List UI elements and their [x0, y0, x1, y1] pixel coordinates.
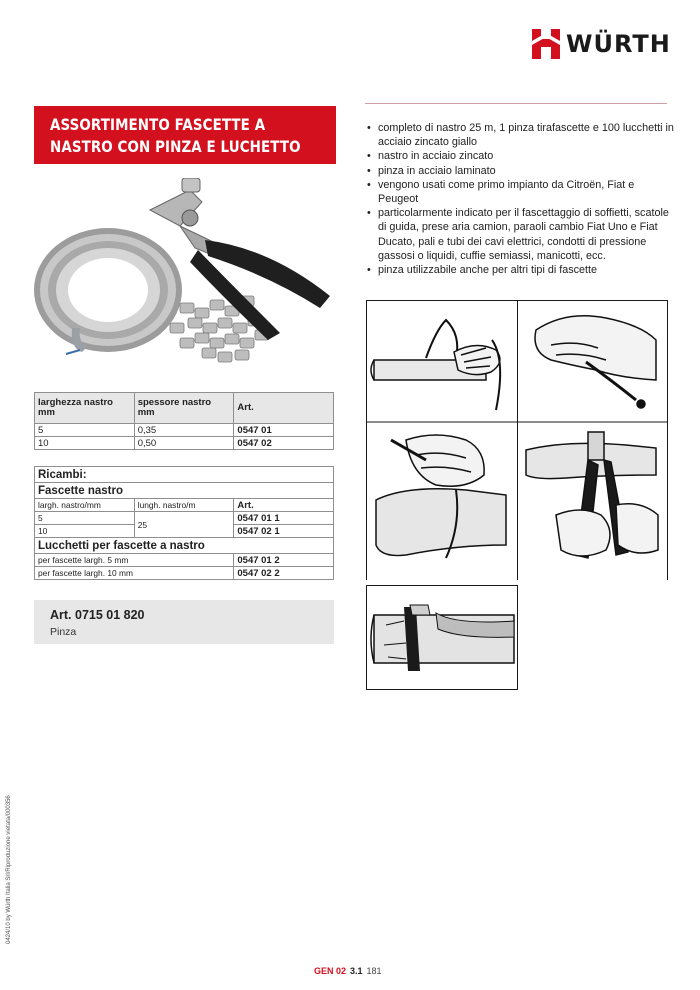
column-header: largh. nastro/mm: [35, 499, 135, 512]
column-header: Art.: [234, 393, 334, 424]
feature-item: • vengono usati come primo impianto da Citroën, Fiat e Peugeot: [366, 178, 676, 206]
side-reference-code: 0424/10 by Würth Italia Srl/Riproduzione vietata/000356: [6, 795, 12, 944]
feature-item: • completo di nastro 25 m, 1 pinza tirafascette e 100 lucchetti in acciaio zincato giallo: [366, 121, 676, 149]
article-number: 0547 02: [234, 437, 334, 450]
spares-title: Ricambi:: [35, 467, 334, 483]
wurth-logo: [532, 26, 671, 62]
column-header: larghezza nastro mm: [35, 393, 135, 424]
article-table-header: [35, 393, 334, 424]
footer-section: GEN 02: [314, 966, 347, 976]
column-header: lungh. nastro/m: [134, 499, 234, 512]
illustration-pliers-on-pipe: [526, 432, 658, 558]
spares-table: [34, 466, 334, 580]
table-cell: 10: [35, 437, 135, 450]
product-photo: [30, 178, 335, 378]
band-length: 25: [134, 512, 234, 538]
bands-title-row: [35, 483, 334, 499]
feature-item: • particolarmente indicato per il fascettaggio di soffietti, scatole di guida, prese aria camion, paraoli cambio Fiat Uno e Fiat Ducato, pali e tubi dei cavi elettrici, condotti di pressione gassosi o liquidi, cuffie semiassi, manicotti, ecc.: [366, 206, 676, 263]
table-row: [35, 512, 334, 525]
product-title-line-1: ASSORTIMENTO FASCETTE A: [50, 115, 266, 134]
header-rule: [365, 103, 667, 104]
column-header: spessore nastro mm: [134, 393, 234, 424]
article-table: [34, 392, 334, 450]
article-number: 0547 01 1: [234, 512, 334, 525]
page-number: 181: [366, 966, 382, 976]
article-number: 0547 01 2: [234, 554, 334, 567]
table-cell: 0,50: [134, 437, 234, 450]
table-row: [35, 424, 334, 437]
illustration-band-wrap: [371, 320, 500, 410]
usage-illustrations: [366, 300, 668, 580]
table-row: [35, 554, 334, 567]
table-cell: per fascette largh. 5 mm: [35, 554, 234, 567]
footer-chapter: 3.1: [350, 966, 363, 976]
pinza-box: [34, 600, 334, 644]
article-number: 0547 02 2: [234, 567, 334, 580]
feature-list: [366, 121, 676, 277]
table-cell: 10: [35, 525, 135, 538]
illustration-tape-pull: [535, 316, 656, 408]
product-title-line-2: NASTRO CON PINZA E LUCHETTO: [50, 137, 301, 156]
table-cell: 5: [35, 424, 135, 437]
spares-title-row: [35, 467, 334, 483]
wurth-logo-mark-icon: [532, 29, 560, 59]
column-header: Art.: [234, 499, 334, 512]
bands-title: Fascette nastro: [35, 483, 334, 499]
feature-item: • nastro in acciaio zincato: [366, 149, 676, 163]
table-cell: 5: [35, 512, 135, 525]
finished-band-illustration: [366, 585, 518, 690]
table-row: [35, 437, 334, 450]
table-cell: per fascette largh. 10 mm: [35, 567, 234, 580]
locks-title-row: [35, 538, 334, 554]
feature-item: • pinza in acciaio laminato: [366, 164, 676, 178]
table-row: [35, 567, 334, 580]
product-title: [50, 114, 301, 158]
table-cell: 0,35: [134, 424, 234, 437]
pinza-article: Art. 0715 01 820: [50, 608, 145, 622]
pinza-name: Pinza: [50, 626, 77, 638]
illustration-tightening: [376, 435, 506, 558]
bands-header-row: [35, 499, 334, 512]
page-footer: [314, 966, 382, 976]
article-number: 0547 02 1: [234, 525, 334, 538]
feature-item: • pinza utilizzabile anche per altri tipi di fascette: [366, 263, 676, 277]
wurth-logo-text: WÜRTH: [566, 30, 671, 58]
locks-title: Lucchetti per fascette a nastro: [35, 538, 334, 554]
article-number: 0547 01: [234, 424, 334, 437]
